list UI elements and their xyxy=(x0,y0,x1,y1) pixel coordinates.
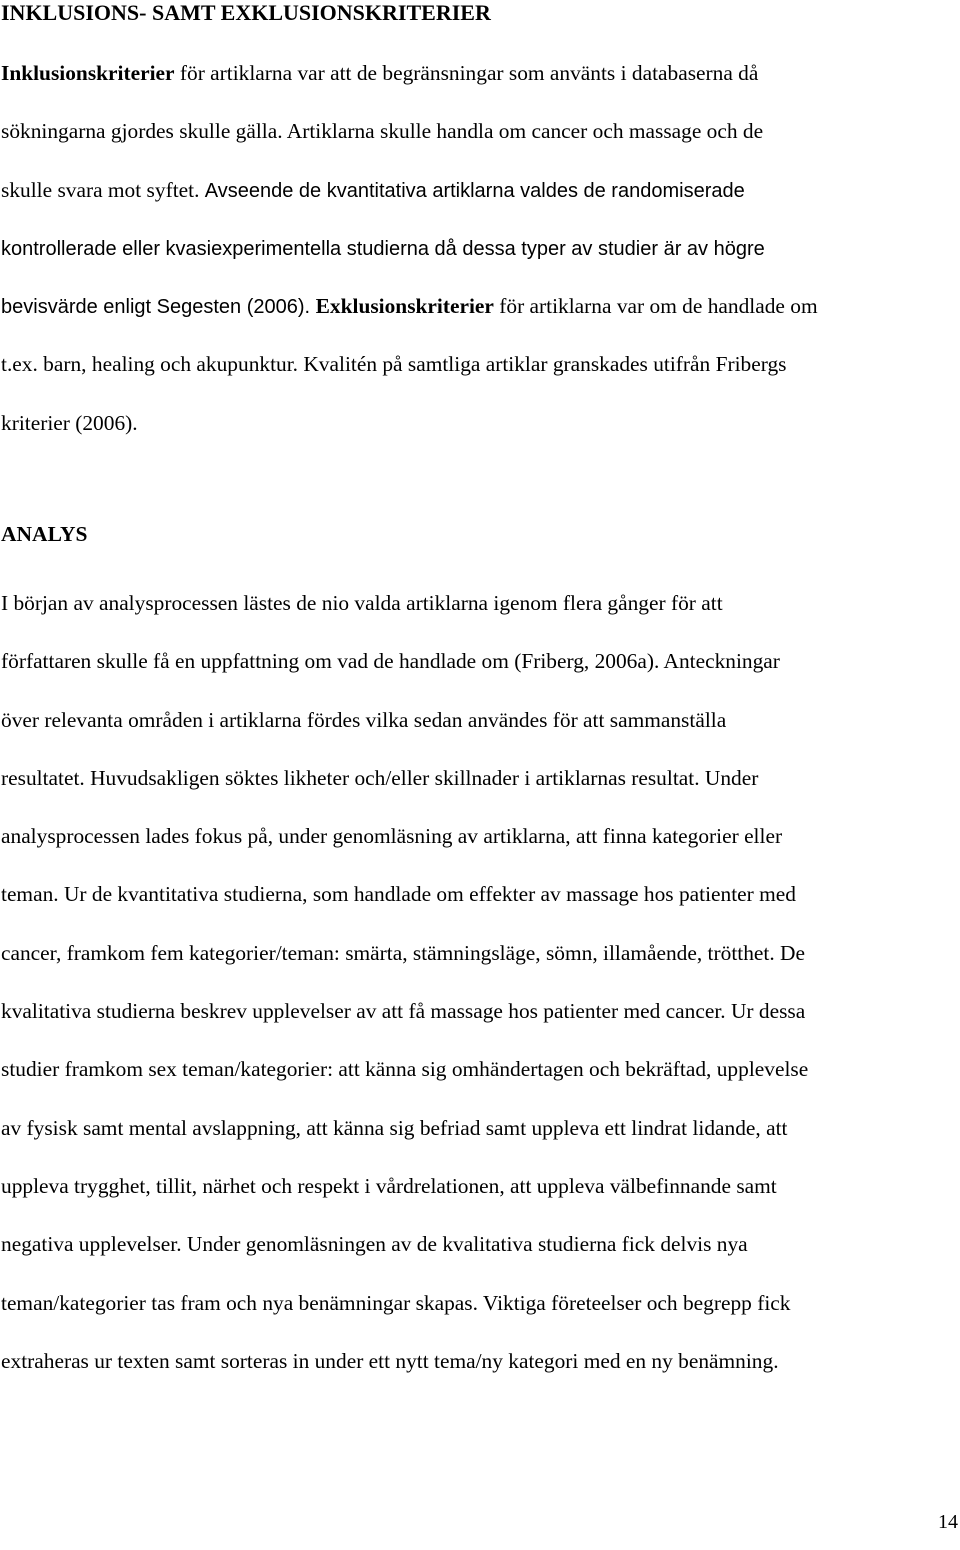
criteria-paragraph xyxy=(1,44,960,452)
paragraph-line xyxy=(1,394,960,452)
text-run: för artiklarna var att de begränsningar som använts i databaserna då xyxy=(174,61,759,85)
text-run: kriterier (2006). xyxy=(1,410,138,435)
text-run: bevisvärde enligt Segesten (2006). xyxy=(1,296,316,319)
paragraph-line: studier framkom sex teman/kategorier: att känna sig omhändertagen och bekräftad, upplevelse xyxy=(1,1057,809,1082)
paragraph-line xyxy=(1,219,960,277)
exclusion-term: Exklusionskriterier xyxy=(315,294,494,319)
paragraph-line: negativa upplevelser. Under genomläsningen av de kvalitativa studierna fick delvis nya xyxy=(1,1232,748,1257)
paragraph-line xyxy=(1,335,960,393)
page-number: 14 xyxy=(938,1511,958,1533)
text-run: t.ex. barn, healing och akupunktur. Kvalitén på samtliga artiklar granskades utifrån Fribergs xyxy=(1,352,787,377)
paragraph-line: över relevanta områden i artiklarna fördes vilka sedan användes för att sammanställa xyxy=(1,707,727,732)
text-run: skulle svara mot syftet. xyxy=(1,177,205,202)
text-run: kontrollerade eller kvasiexperimentella studierna då dessa typer av studier är av högre xyxy=(1,237,765,260)
text-run: sökningarna gjordes skulle gälla. Artiklarna skulle handla om cancer och massage och de xyxy=(1,119,764,144)
paragraph-line xyxy=(1,161,960,219)
text-run: för artiklarna var om de handlade om xyxy=(493,294,818,319)
paragraph-line: analysprocessen lades fokus på, under genomläsning av artiklarna, att finna kategorier eller xyxy=(1,824,783,849)
paragraph-line: I början av analysprocessen lästes de nio valda artiklarna igenom flera gånger för att xyxy=(1,591,723,615)
paragraph-line: teman/kategorier tas fram och nya benämningar skapas. Viktiga företeelser och begrepp fick xyxy=(1,1290,791,1315)
text-run: Avseende de kvantitativa artiklarna valdes de randomiserade xyxy=(204,179,745,202)
paragraph-line: av fysisk samt mental avslappning, att känna sig befriad samt uppleva ett lindrat lidande, att xyxy=(1,1115,788,1140)
analysis-paragraph xyxy=(1,574,960,1390)
section-heading-criteria: INKLUSIONS- SAMT EXKLUSIONSKRITERIER xyxy=(1,0,491,25)
paragraph-line: cancer, framkom fem kategorier/teman: smärta, stämningsläge, sömn, illamående, trötthet. De xyxy=(1,940,805,965)
paragraph-line: författaren skulle få en uppfattning om vad de handlade om (Friberg, 2006a). Anteckningar xyxy=(1,649,780,674)
paragraph-line: teman. Ur de kvantitativa studierna, som handlade om effekter av massage hos patienter med xyxy=(1,882,796,907)
section-heading-analysis: ANALYS xyxy=(1,522,88,546)
paragraph-line xyxy=(1,277,960,335)
paragraph-line: extraheras ur texten samt sorteras in under ett nytt tema/ny kategori med en ny benämning. xyxy=(1,1348,779,1373)
paragraph-line: uppleva trygghet, tillit, närhet och respekt i vårdrelationen, att uppleva välbefinnande samt xyxy=(1,1173,777,1198)
paragraph-line xyxy=(1,44,960,102)
paragraph-line: kvalitativa studierna beskrev upplevelser av att få massage hos patienter med cancer. Ur dessa xyxy=(1,999,806,1024)
paragraph-line xyxy=(1,102,960,160)
inclusion-term: Inklusionskriterier xyxy=(1,61,175,85)
paragraph-line: resultatet. Huvudsakligen söktes likheter och/eller skillnader i artiklarnas resultat. Under xyxy=(1,765,759,790)
